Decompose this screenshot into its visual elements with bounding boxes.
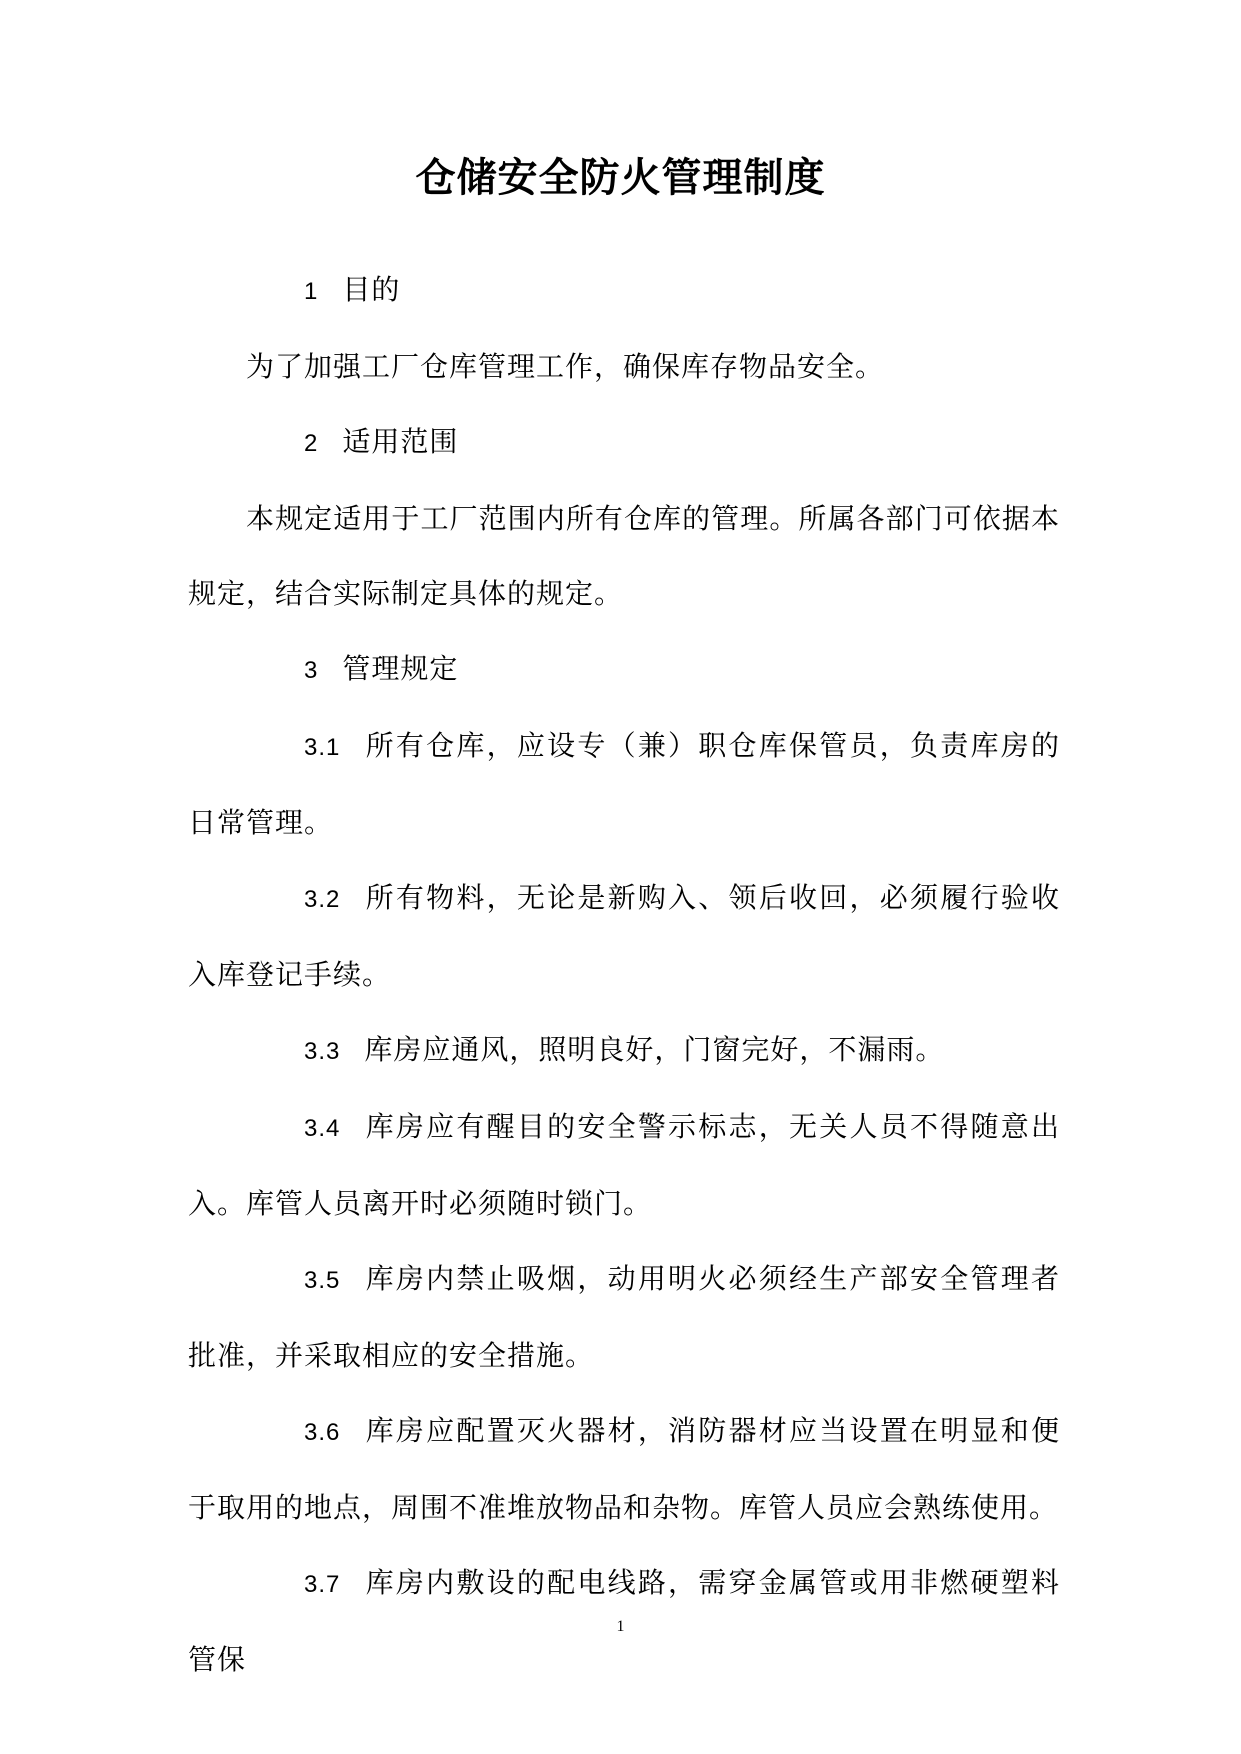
paragraph <box>188 481 1060 631</box>
paragraph <box>188 631 1060 708</box>
section-number: 3.1 <box>304 734 341 761</box>
paragraph-text: 为了加强工厂仓库管理工作，确保库存物品安全。 <box>246 350 885 383</box>
page-number: 1 <box>616 1618 625 1635</box>
paragraph <box>188 860 1060 1012</box>
paragraph <box>188 708 1060 860</box>
section-number: 1 <box>304 278 319 305</box>
section-number: 3.6 <box>304 1419 341 1446</box>
paragraph <box>188 1393 1060 1545</box>
paragraph <box>188 329 1060 404</box>
paragraph-text: 库房内敷设的配电线路，需穿金属管或用非燃硬塑料管保 <box>188 1566 1060 1676</box>
page-title: 仓储安全防火管理制度 <box>415 155 826 201</box>
section-number: 3.4 <box>304 1115 341 1142</box>
paragraph-text: 所有仓库，应设专（兼）职仓库保管员，负责库房的日常管理。 <box>188 729 1060 839</box>
paragraph-text: 所有物料，无论是新购入、领后收回，必须履行验收入库登记手续。 <box>188 881 1060 991</box>
paragraph-text: 库房应通风，照明良好，门窗完好，不漏雨。 <box>364 1033 945 1066</box>
section-number: 2 <box>304 430 319 457</box>
paragraph <box>188 1012 1060 1089</box>
paragraph-text: 适用范围 <box>342 425 459 458</box>
paragraph-text: 目的 <box>342 273 401 306</box>
paragraph <box>188 404 1060 481</box>
document-body <box>188 252 1060 1697</box>
paragraph <box>188 252 1060 329</box>
paragraph-text: 库房应有醒目的安全警示标志，无关人员不得随意出入。库管人员离开时必须随时锁门。 <box>188 1110 1060 1220</box>
paragraph <box>188 1089 1060 1241</box>
paragraph-text: 本规定适用于工厂范围内所有仓库的管理。所属各部门可依据本规定，结合实际制定具体的规定。 <box>188 502 1060 610</box>
section-number: 3.2 <box>304 886 341 913</box>
section-number: 3.5 <box>304 1267 341 1294</box>
section-number: 3.7 <box>304 1571 341 1598</box>
paragraph-text: 管理规定 <box>342 652 459 685</box>
paragraph <box>188 1241 1060 1393</box>
paragraph-text: 库房应配置灭火器材，消防器材应当设置在明显和便于取用的地点，周围不准堆放物品和杂物。库管人员应会熟练使用。 <box>188 1414 1060 1524</box>
section-number: 3 <box>304 657 319 684</box>
paragraph-text: 库房内禁止吸烟，动用明火必须经生产部安全管理者批准，并采取相应的安全措施。 <box>188 1262 1060 1372</box>
section-number: 3.3 <box>304 1038 341 1065</box>
